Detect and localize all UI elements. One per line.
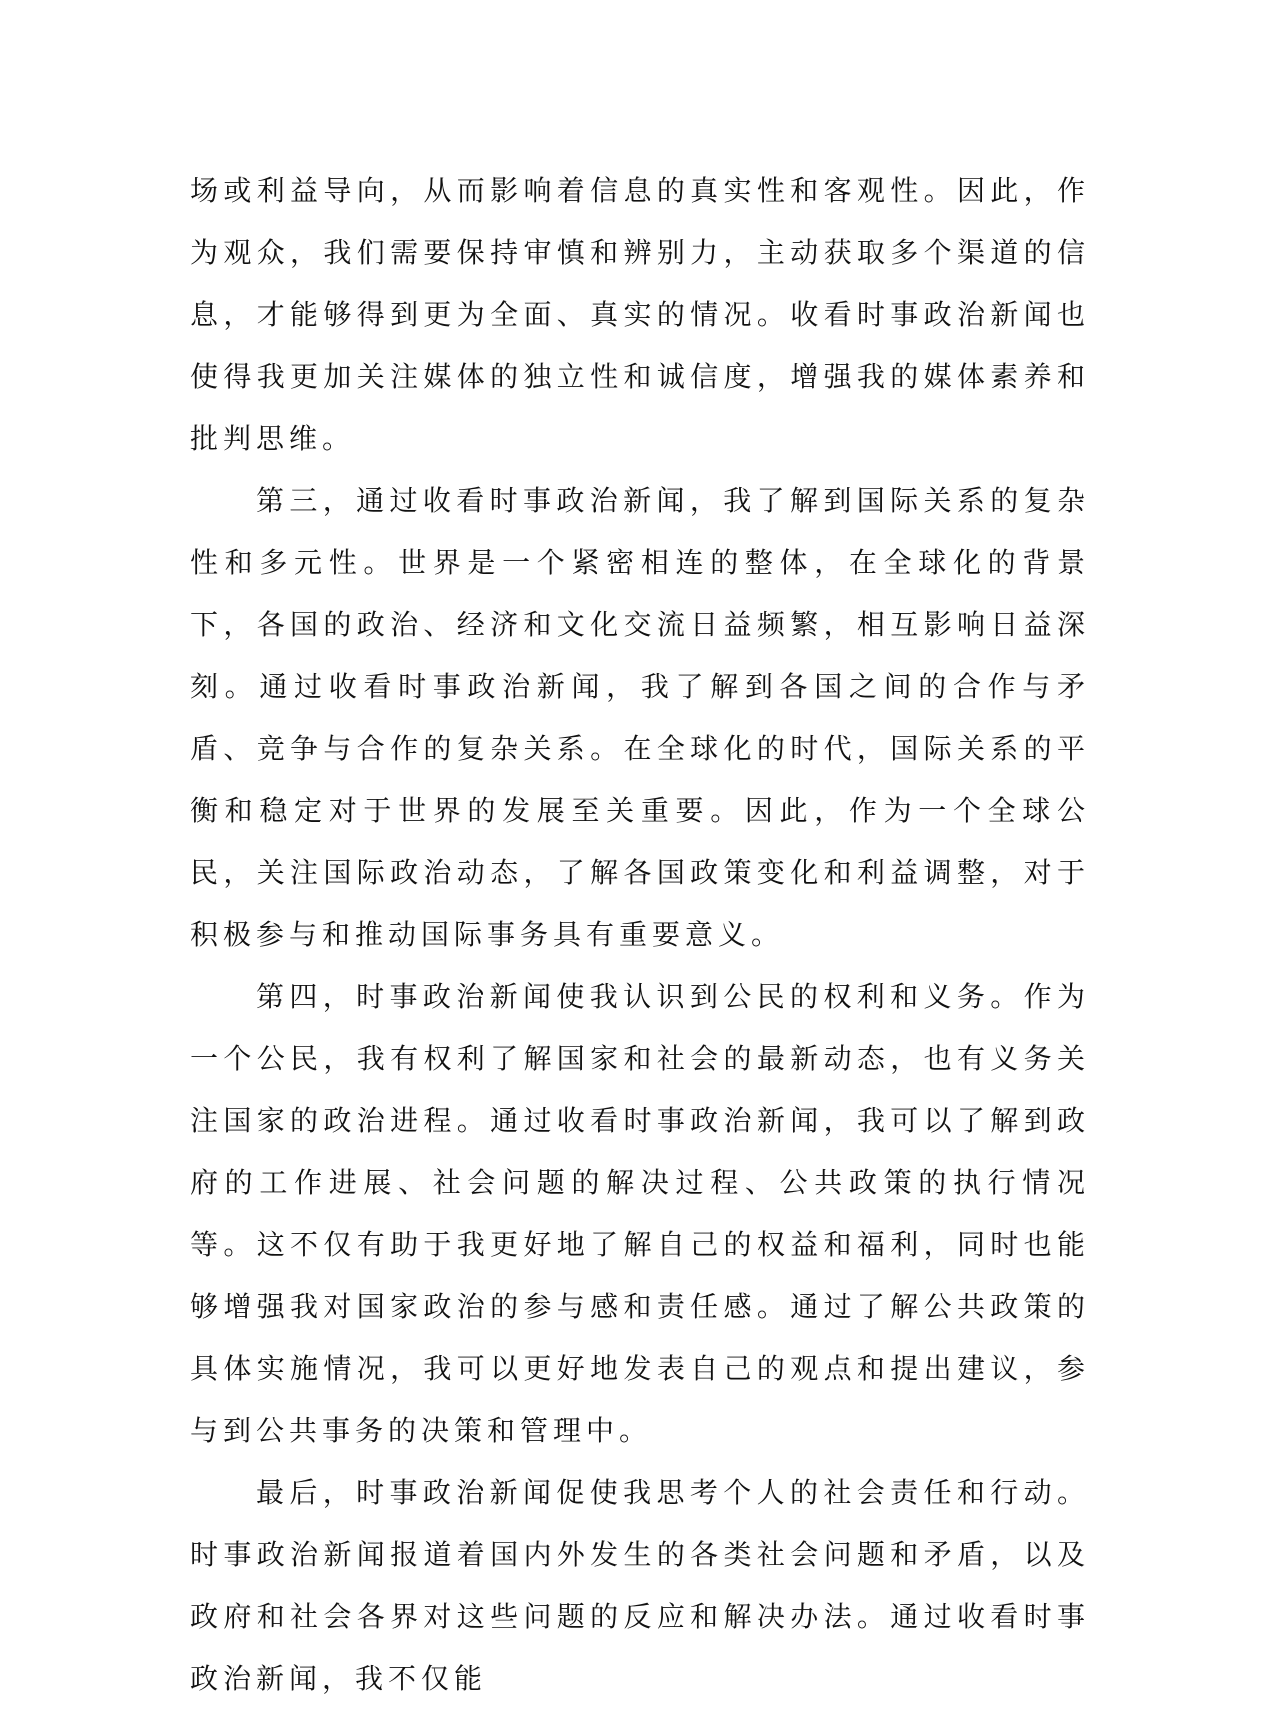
paragraph-fourth-point: 第四，时事政治新闻使我认识到公民的权利和义务。作为一个公民，我有权利了解国家和社会的最新动态，也有义务关注国家的政治进程。通过收看时事政治新闻，我可以了解到政府的工作进展、社会问题的解决过程、公共政策的执行情况等。这不仅有助于我更好地了解自己的权益和福利，同时也能够增强我对国家政治的参与感和责任感。通过了解公共政策的具体实施情况，我可以更好地发表自己的观点和提出建议，参与到公共事务的决策和管理中。 <box>190 980 1090 1447</box>
paragraph-third-point: 第三，通过收看时事政治新闻，我了解到国际关系的复杂性和多元性。世界是一个紧密相连的整体，在全球化的背景下，各国的政治、经济和文化交流日益频繁，相互影响日益深刻。通过收看时事政治新闻，我了解到各国之间的合作与矛盾、竞争与合作的复杂关系。在全球化的时代，国际关系的平衡和稳定对于世界的发展至关重要。因此，作为一个全球公民，关注国际政治动态，了解各国政策变化和利益调整，对于积极参与和推动国际事务具有重要意义。 <box>190 484 1090 951</box>
paragraph-continuation: 场或利益导向，从而影响着信息的真实性和客观性。因此，作为观众，我们需要保持审慎和辨别力，主动获取多个渠道的信息，才能够得到更为全面、真实的情况。收看时事政治新闻也使得我更加关注媒体的独立性和诚信度，增强我的媒体素养和批判思维。 <box>190 174 1090 455</box>
body-text <box>190 160 1090 1710</box>
paragraph-final-point: 最后，时事政治新闻促使我思考个人的社会责任和行动。时事政治新闻报道着国内外发生的各类社会问题和矛盾，以及政府和社会各界对这些问题的反应和解决办法。通过收看时事政治新闻，我不仅能 <box>190 1476 1090 1695</box>
